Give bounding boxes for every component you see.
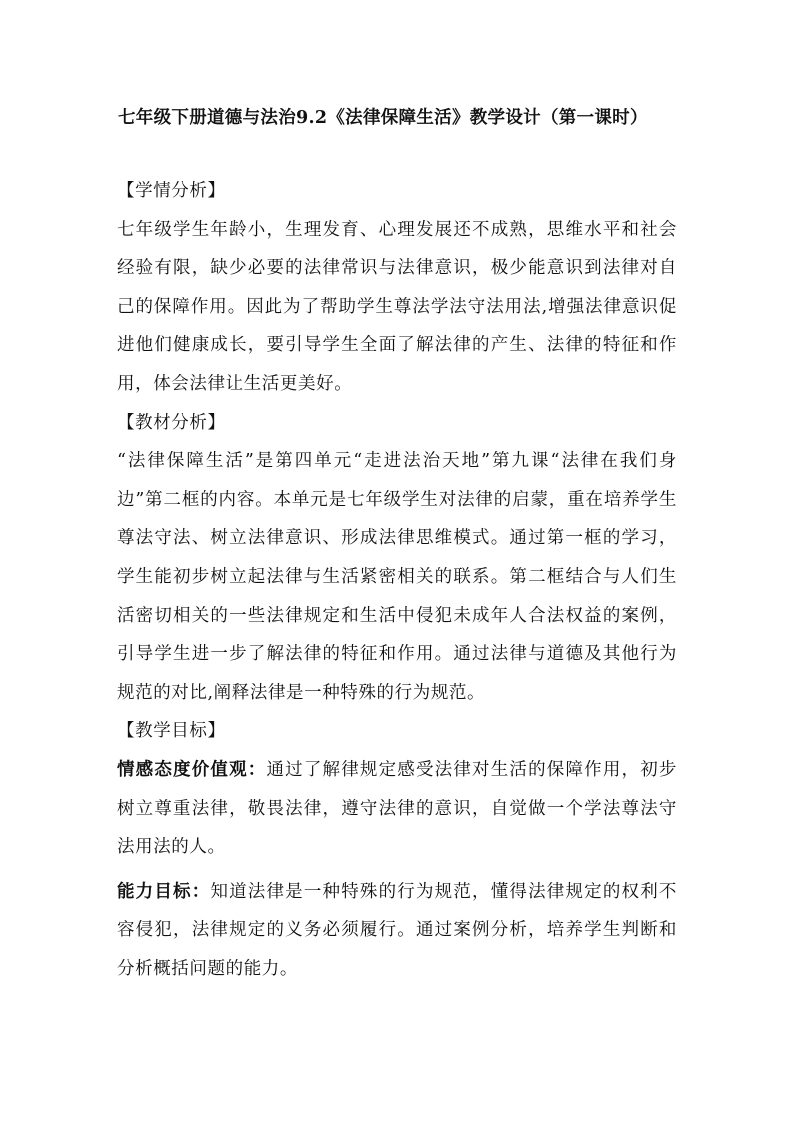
goal-emotion-label: 情感态度价值观： [117,759,267,780]
goal-ability-paragraph [117,873,677,989]
goal-emotion-paragraph [117,751,677,867]
section-body-textbook-analysis: “法律保障生活”是第四单元“走进法治天地”第九课“法律在我们身边”第二框的内容。本单元是七年级学生对法律的启蒙，重在培养学生尊法守法、树立法律意识、形成法律思维模式。通过第一框的学习，学生能初步树立起法律与生活紧密相关的联系。第二框结合与人们生活密切相关的一些法律规定和生活中侵犯未成年人合法权益的案例，引导学生进一步了解法律的特征和作用。通过法律与道德及其他行为规范的对比,阐释法律是一种特殊的行为规范。 [117,451,677,703]
document-body [117,172,677,988]
document-title: 七年级下册道德与法治9.2《法律保障生活》教学设计（第一课时） [118,108,648,128]
section-body-student-analysis: 七年级学生年龄小，生理发育、心理发展还不成熟，思维水平和社会经验有限，缺少必要的法律常识与法律意识，极少能意识到法律对自己的保障作用。因此为了帮助学生尊法学法守法用法,增强法律意识促进他们健康成长，要引导学生全面了解法律的产生、法律的特征和作用，体会法律让生活更美好。 [117,219,677,394]
goal-ability-label: 能力目标： [117,881,211,902]
section-heading-student-analysis: 【学情分析】 [117,181,226,201]
section-heading-teaching-goals: 【教学目标】 [117,721,226,742]
section-heading-textbook-analysis: 【教材分析】 [117,412,226,433]
goal-emotion-text: 通过了解律规定感受法律对生活的保障作用，初步树立尊重法律，敬畏法律，遵守法律的意识，自觉做一个学法尊法守法用法的人。 [117,759,677,858]
goal-ability-text: 知道法律是一种特殊的行为规范，懂得法律规定的权利不容侵犯，法律规定的义务必须履行。通过案例分析，培养学生判断和分析概括问题的能力。 [117,881,678,979]
